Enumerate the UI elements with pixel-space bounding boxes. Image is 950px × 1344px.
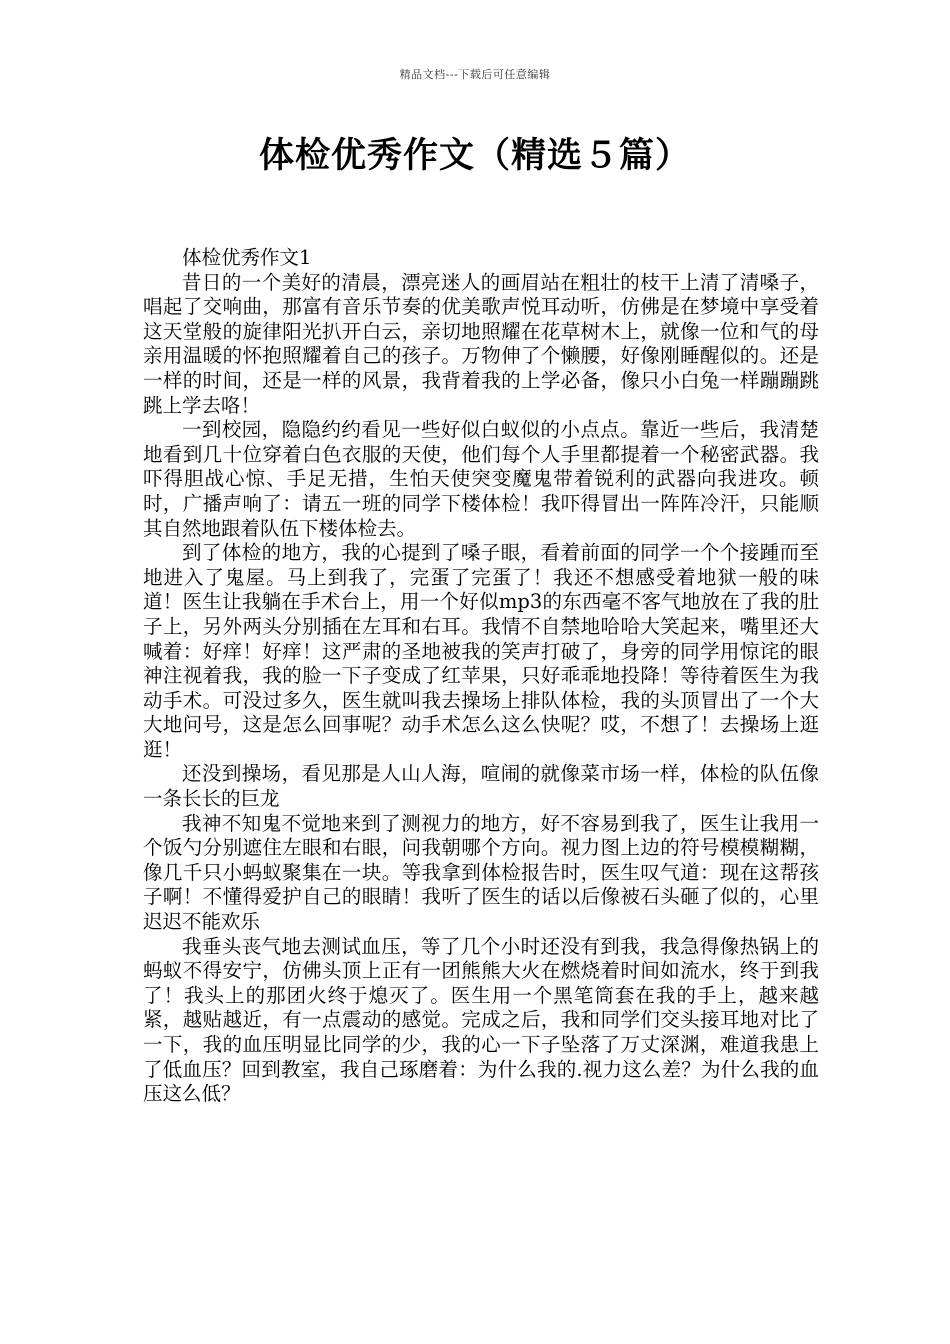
paragraph-4: 还没到操场，看见那是人山人海，喧闹的就像菜市场一样，体检的队伍像一条长长的巨龙	[143, 762, 819, 811]
paragraph-2: 一到校园，隐隐约约看见一些好似白蚁似的小点点。靠近一些后，我清楚地看到几十位穿着白色衣服的天使，他们每个人手里都提着一个秘密武器。我吓得胆战心惊、手足无措，生怕天使突变魔鬼带着锐利的武器向我进攻。顿时，广播声响了：请五一班的同学下楼体检！我吓得冒出一阵阵冷汗，只能顺其自然地跟着队伍下楼体检去。	[143, 418, 819, 540]
paragraph-1: 昔日的一个美好的清晨，漂亮迷人的画眉站在粗壮的枝干上清了清嗓子，唱起了交响曲，那富有音乐节奏的优美歌声悦耳动听，仿佛是在梦境中享受着这天堂般的旋律阳光扒开白云，亲切地照耀在花草树木上，就像一位和气的母亲用温暖的怀抱照耀着自己的孩子。万物伸了个懒腰，好像刚睡醒似的。还是一样的时间，还是一样的风景，我背着我的上学必备，像只小白兔一样蹦蹦跳跳上学去咯！	[143, 270, 819, 417]
header-note: 精品文档---下载后可任意编辑	[399, 68, 551, 81]
paragraph-3: 到了体检的地方，我的心提到了嗓子眼，看着前面的同学一个个接踵而至地进入了鬼屋。马上到我了，完蛋了完蛋了！我还不想感受着地狱一般的味道！医生让我躺在手术台上，用一个好似mp3的东西毫不客气地放在了我的肚子上，另外两头分别插在左耳和右耳。我情不自禁地哈哈大笑起来，嘴里还大喊着：好痒！好痒！这严肃的圣地被我的笑声打破了，身旁的同学用惊诧的眼神注视着我，我的脸一下子变成了红苹果，只好乖乖地投降！等待着医生为我动手术。可没过多久，医生就叫我去操场上排队体检，我的头顶冒出了一个大大地问号，这是怎么回事呢？动手术怎么这么快呢？哎，不想了！去操场上逛逛！	[143, 541, 819, 761]
paragraph-5: 我神不知鬼不觉地来到了测视力的地方，好不容易到我了，医生让我用一个饭勺分别遮住左眼和右眼，问我朝哪个方向。视力图上边的符号模模糊糊，像几千只小蚂蚁聚集在一块。等我拿到体检报告时，医生叹气道：现在这帮孩子啊！不懂得爱护自己的眼睛！我听了医生的话以后像被石头砸了似的，心里迟迟不能欢乐	[143, 811, 819, 934]
article-body	[143, 246, 819, 1107]
document-title: 体检优秀作文（精选５篇）	[258, 136, 691, 176]
section-heading: 体检优秀作文1	[182, 246, 312, 269]
paragraph-6: 我垂头丧气地去测试血压，等了几个小时还没有到我，我急得像热锅上的蚂蚁不得安宁，仿佛头顶上正有一团熊熊大火在燃烧着时间如流水，终于到我了！我头上的那团火终于熄灭了。医生用一个黑笔筒套在我的手上，越来越紧，越贴越近，有一点震动的感觉。完成之后，我和同学们交头接耳地对比了一下，我的血压明显比同学的少，我的心一下子坠落了万丈深渊，难道我患上了低血压？回到教室，我自己琢磨着：为什么我的.视力这么差？为什么我的血压这么低？	[143, 934, 819, 1106]
